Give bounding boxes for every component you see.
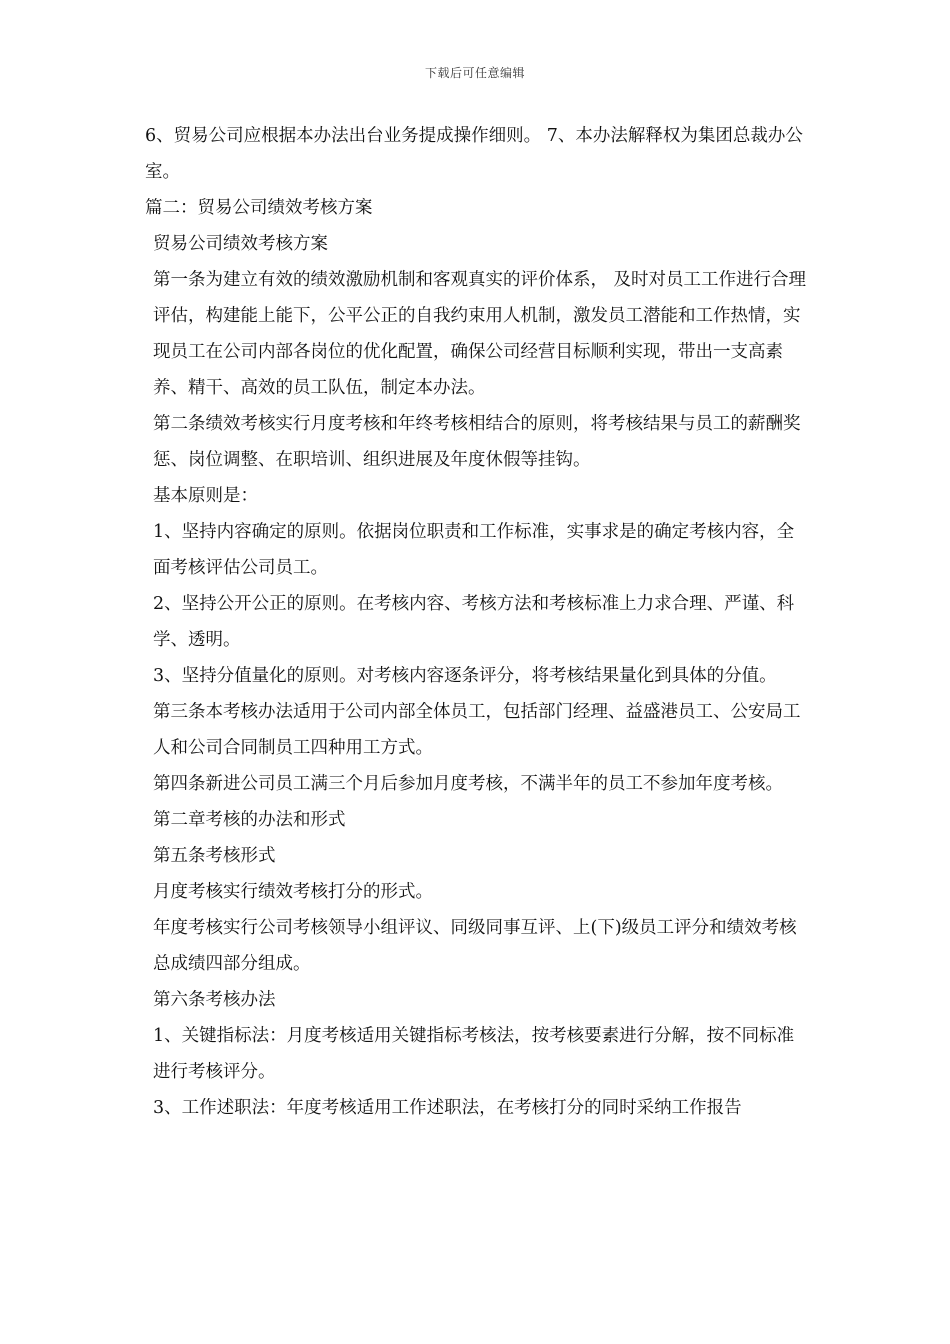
article-heading: 第六条考核办法: [153, 990, 276, 1010]
paragraph: 第三条本考核办法适用于公司内部全体员工，包括部门经理、益盛港员工、公安局工人和公司合同制员工四种用工方式。: [153, 702, 801, 758]
paragraph: 1、关键指标法：月度考核适用关键指标考核法，按考核要素进行分解，按不同标准进行考核评分。: [153, 1026, 795, 1082]
paragraph: 2、坚持公开公正的原则。在考核内容、考核方法和考核标准上力求合理、严谨、科学、透明。: [153, 594, 795, 650]
paragraph: 第二条绩效考核实行月度考核和年终考核相结合的原则，将考核结果与员工的薪酬奖惩、岗位调整、在职培训、组织进展及年度休假等挂钩。: [153, 414, 801, 470]
article-heading: 第五条考核形式: [153, 846, 276, 866]
paragraph: 年度考核实行公司考核领导小组评议、同级同事互评、上(下)级员工评分和绩效考核总成绩四部分组成。: [153, 918, 797, 974]
document-title: 贸易公司绩效考核方案: [153, 234, 328, 254]
chapter-heading: 第二章考核的办法和形式: [153, 810, 346, 830]
paragraph: 第一条为建立有效的绩效激励机制和客观真实的评价体系， 及时对员工工作进行合理评估，构建能上能下，公平公正的自我约束用人机制，激发员工潜能和工作热情，实现员工在公司内部各岗位的优化配置，确保公司经营目标顺利实现，带出一支高素养、精干、高效的员工队伍，制定本办法。: [153, 270, 807, 398]
page-header: 下载后可任意编辑: [424, 66, 525, 80]
paragraph: 月度考核实行绩效考核打分的形式。: [153, 882, 433, 902]
paragraph: 3、坚持分值量化的原则。对考核内容逐条评分，将考核结果量化到具体的分值。: [153, 666, 777, 686]
paragraph: 3、工作述职法：年度考核适用工作述职法，在考核打分的同时采纳工作报告: [153, 1098, 742, 1118]
document-body: [145, 118, 809, 1126]
paragraph: 基本原则是：: [153, 486, 258, 506]
paragraph: 6、贸易公司应根据本办法出台业务提成操作细则。 7、本办法解释权为集团总裁办公室。: [145, 126, 803, 182]
paragraph: 1、坚持内容确定的原则。依据岗位职责和工作标准，实事求是的确定考核内容，全面考核评估公司员工。: [153, 522, 795, 578]
section-title: 篇二：贸易公司绩效考核方案: [145, 198, 373, 218]
paragraph: 第四条新进公司员工满三个月后参加月度考核，不满半年的员工不参加年度考核。: [153, 774, 783, 794]
